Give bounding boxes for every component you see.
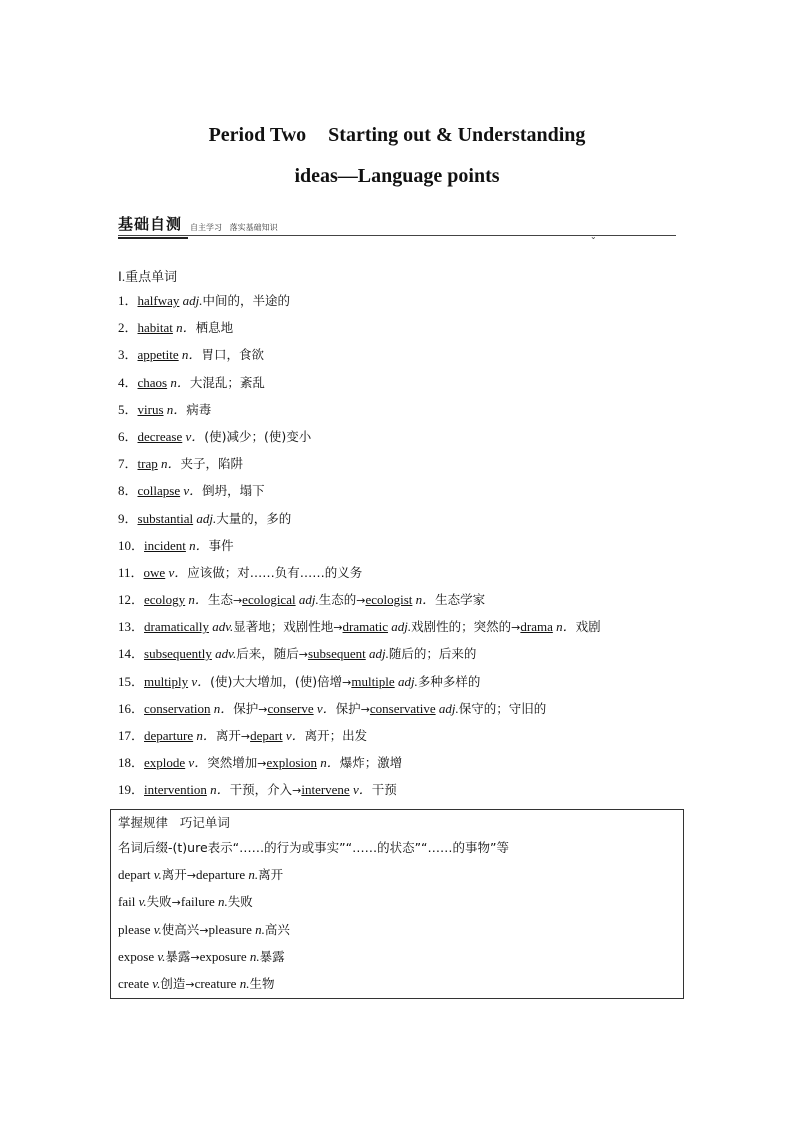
meaning: 失败 — [227, 894, 253, 910]
vocab-item — [118, 700, 601, 727]
arrow-icon: → — [258, 702, 268, 716]
meaning: 创造 — [160, 976, 186, 992]
vocab-item — [118, 727, 601, 754]
item-number: 6． — [118, 428, 138, 444]
part-of-speech: adj. — [394, 673, 418, 689]
vocabulary-list — [118, 292, 601, 809]
part-of-speech: n． — [210, 700, 234, 716]
part-heading — [118, 266, 177, 285]
tip-box — [110, 809, 684, 999]
part-of-speech: v． — [165, 564, 188, 580]
vocab-item — [118, 781, 601, 808]
part-of-speech: v． — [188, 673, 211, 689]
item-number: 3． — [118, 347, 138, 363]
part-of-speech: n． — [185, 592, 208, 608]
part-of-speech: n． — [552, 619, 576, 635]
tip-rule: 名词后缀-(t)ure表示“……的行为或事实”“……的状态”“……的事物”等 — [118, 840, 509, 855]
vocab-item — [118, 645, 601, 672]
part-of-speech: adj. — [365, 646, 389, 662]
meaning: 生态 — [207, 592, 233, 608]
headword: habitat — [137, 320, 173, 336]
item-number: 8． — [118, 483, 138, 499]
base-word: please — [118, 921, 151, 937]
headword: incident — [144, 537, 186, 553]
meaning: 生态学家 — [435, 592, 486, 608]
derived-word: multiple — [351, 673, 395, 689]
vocab-item — [118, 455, 601, 482]
part-of-speech: n． — [163, 401, 187, 417]
arrow-icon: → — [360, 702, 370, 716]
meaning: 离开 — [161, 867, 187, 882]
headword: halfway — [137, 293, 180, 308]
item-number: 15． — [118, 673, 145, 689]
part-numeral: Ⅰ. — [118, 269, 126, 284]
item-number: 14． — [118, 646, 145, 662]
meaning: 病毒 — [186, 401, 212, 417]
part-of-speech: v． — [349, 782, 372, 798]
vocab-item — [118, 482, 601, 509]
arrow-icon: → — [190, 950, 200, 964]
meaning: 保守的；守旧的 — [458, 700, 547, 716]
arrow-icon: → — [257, 757, 267, 771]
tip-example-row — [118, 920, 290, 938]
base-word: depart — [118, 867, 151, 882]
meaning: 失败 — [146, 894, 172, 910]
part-of-speech: n． — [412, 592, 436, 608]
headword: appetite — [137, 347, 179, 363]
part-of-speech: v． — [180, 483, 203, 499]
part-of-speech: n． — [185, 537, 209, 553]
meaning: 戏剧性的；突然的 — [411, 619, 512, 635]
item-number: 2． — [118, 320, 138, 336]
vocab-item — [118, 618, 601, 645]
derived-word: drama — [520, 619, 553, 635]
tip-example-row — [118, 865, 283, 883]
headword: conservation — [144, 700, 211, 716]
vocab-item — [118, 319, 601, 346]
meaning: 显著地；戏剧性地 — [233, 619, 334, 635]
part-of-speech: v. — [150, 867, 162, 882]
vocab-item — [118, 537, 601, 564]
arrow-icon: → — [232, 594, 243, 608]
vocab-item — [118, 346, 601, 373]
item-number: 4． — [118, 374, 138, 390]
arrow-icon: → — [511, 621, 521, 635]
meaning: 干预 — [371, 782, 397, 798]
rule-ornament-icon: ⌄ — [590, 232, 597, 241]
derived-word: exposure — [199, 948, 247, 964]
part-of-speech: adj. — [435, 700, 459, 716]
meaning: 后来，随后 — [236, 646, 299, 662]
vocab-item — [118, 428, 601, 455]
derived-word: conserve — [267, 700, 314, 716]
meaning: 事件 — [208, 537, 234, 553]
arrow-icon: → — [240, 730, 251, 743]
vocab-item — [118, 510, 601, 537]
headword: dramatically — [144, 619, 209, 635]
meaning: 干预，介入 — [229, 782, 293, 798]
vocab-item — [118, 673, 601, 700]
headword: virus — [137, 401, 164, 417]
item-number: 12． — [118, 592, 145, 608]
part-of-speech: v. — [135, 894, 147, 910]
part-of-speech: n． — [157, 456, 181, 472]
meaning: 夹子，陷阱 — [180, 456, 244, 472]
page-title-line-1 — [0, 124, 794, 147]
item-number: 13． — [118, 619, 145, 635]
part-of-speech: adv. — [208, 619, 234, 635]
arrow-icon: → — [186, 869, 197, 882]
part-of-speech: adj. — [388, 619, 412, 635]
meaning: 高兴 — [264, 921, 290, 937]
vocab-item — [118, 564, 601, 591]
part-label: 重点单词 — [125, 270, 178, 285]
part-of-speech: n. — [236, 976, 250, 992]
derived-word: ecologist — [365, 592, 413, 608]
derived-word: explosion — [266, 755, 317, 771]
meaning: 爆炸；激增 — [339, 755, 403, 771]
arrow-icon: → — [171, 896, 181, 910]
section-header — [118, 213, 676, 239]
base-word: expose — [118, 948, 155, 964]
headword: multiply — [144, 673, 189, 689]
headword: collapse — [137, 483, 181, 499]
item-number: 19． — [118, 782, 145, 798]
arrow-icon: → — [342, 675, 352, 689]
meaning: 使高兴 — [161, 921, 200, 937]
item-number: 18． — [118, 755, 145, 771]
part-of-speech: n. — [245, 867, 259, 882]
meaning: 突然增加 — [207, 755, 258, 771]
base-word: create — [118, 976, 150, 992]
meaning: 离开 — [215, 728, 241, 743]
part-of-speech: v. — [150, 921, 162, 937]
derived-word: dramatic — [342, 619, 389, 635]
part-of-speech: n． — [206, 782, 230, 798]
meaning: 随后的；后来的 — [388, 646, 477, 662]
derived-word: depart — [250, 728, 283, 743]
headword: trap — [137, 456, 158, 472]
meaning: 保护 — [335, 700, 361, 716]
part-of-speech: n． — [178, 347, 202, 363]
arrow-icon: → — [356, 594, 366, 608]
tip-example-row — [118, 947, 285, 965]
tip-example-row — [118, 892, 253, 910]
arrow-icon: → — [199, 923, 209, 937]
item-number: 10． — [118, 537, 145, 553]
arrow-icon: → — [298, 648, 308, 662]
meaning: 倒坍，塌下 — [202, 483, 265, 499]
part-of-speech: v． — [182, 428, 205, 444]
derived-word: conservative — [369, 700, 436, 716]
part-of-speech: v． — [282, 728, 305, 743]
vocab-item — [118, 591, 601, 618]
headword: explode — [144, 755, 186, 771]
derived-word: subsequent — [307, 646, 366, 662]
part-of-speech: n． — [193, 728, 216, 743]
meaning: 大混乱；紊乱 — [189, 374, 265, 390]
meaning: (使)减少；(使)变小 — [204, 428, 312, 444]
derived-word: failure — [180, 894, 215, 910]
meaning: 生态的 — [318, 592, 357, 608]
part-of-speech: adj. — [295, 592, 319, 608]
derived-word: intervene — [301, 782, 350, 798]
arrow-icon: → — [333, 621, 343, 635]
meaning: 保护 — [233, 700, 259, 716]
part-of-speech: v. — [149, 976, 161, 992]
meaning: 应该做；对……负有……的义务 — [187, 564, 363, 580]
tip-heading: 掌握规律 巧记单词 — [118, 815, 230, 830]
meaning: 离开；出发 — [304, 728, 368, 743]
part-of-speech: n. — [214, 894, 228, 910]
period-label: Period Two — [208, 124, 307, 146]
section-heading: 基础自测 — [118, 215, 183, 233]
meaning: 离开 — [258, 867, 284, 882]
item-number: 7． — [118, 456, 138, 472]
meaning: 生物 — [249, 976, 275, 992]
item-number: 9． — [118, 510, 138, 526]
headword: substantial — [137, 510, 194, 526]
tip-example-row — [118, 974, 274, 992]
meaning: 栖息地 — [195, 320, 234, 336]
meaning: 大量的，多的 — [216, 510, 292, 526]
headword: owe — [143, 564, 166, 580]
derived-word: departure — [196, 867, 246, 882]
arrow-icon: → — [185, 978, 195, 992]
part-of-speech: n. — [251, 921, 265, 937]
section-subheading: 自主学习 落实基础知识 — [190, 223, 278, 232]
part-of-speech: v. — [154, 948, 166, 964]
derived-word: pleasure — [208, 921, 252, 937]
vocab-item — [118, 754, 601, 781]
meaning: 中间的，半途的 — [202, 293, 291, 308]
part-of-speech: n． — [172, 320, 196, 336]
headword: chaos — [137, 374, 168, 390]
lesson-label: Starting out & Understanding — [328, 124, 586, 146]
headword: subsequently — [144, 646, 212, 662]
item-number: 17． — [118, 728, 145, 743]
part-of-speech: adj. — [179, 293, 203, 308]
headword: decrease — [137, 428, 183, 444]
vocab-item — [118, 401, 601, 428]
part-of-speech: v． — [313, 700, 336, 716]
derived-word: ecological — [242, 592, 296, 608]
base-word: fail — [118, 894, 136, 910]
part-of-speech: n． — [167, 374, 190, 390]
item-number: 5． — [118, 401, 138, 417]
vocab-item — [118, 292, 601, 319]
item-number: 11． — [118, 564, 144, 580]
headword: intervention — [144, 782, 207, 798]
meaning: 多种多样的 — [417, 673, 481, 689]
meaning: 胃口，食欲 — [201, 347, 264, 363]
meaning: 暴露 — [259, 948, 285, 964]
headword: ecology — [144, 592, 186, 608]
item-number: 16． — [118, 700, 145, 716]
meaning: 戏剧 — [575, 619, 601, 635]
part-of-speech: adv. — [211, 646, 237, 662]
derived-word: creature — [194, 976, 237, 992]
meaning: (使)大大增加，(使)倍增 — [210, 673, 343, 689]
vocab-item — [118, 374, 601, 401]
headword: departure — [144, 728, 194, 743]
page-title-line-2: ideas—Language points — [294, 165, 500, 187]
part-of-speech: v． — [185, 755, 208, 771]
section-underline-accent — [118, 237, 188, 239]
item-number: 1． — [118, 293, 138, 308]
meaning: 暴露 — [165, 948, 191, 964]
arrow-icon: → — [292, 784, 302, 798]
part-of-speech: adj. — [193, 510, 217, 526]
part-of-speech: n. — [246, 948, 260, 964]
part-of-speech: n． — [317, 755, 340, 771]
